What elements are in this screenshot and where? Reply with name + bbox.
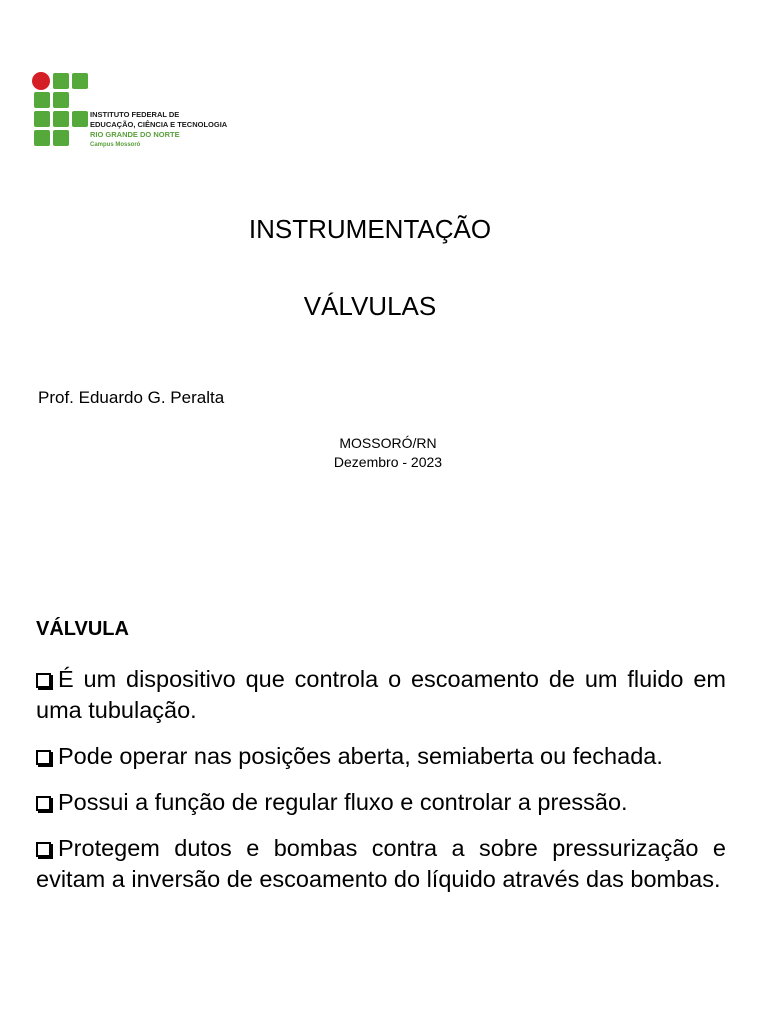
- checkbox-icon: [36, 842, 51, 857]
- course-title: INSTRUMENTAÇÃO: [248, 214, 492, 244]
- list-item-text: É um dispositivo que controla o escoamento de um fluido em uma tubulação.: [36, 666, 726, 723]
- list-item-text: Possui a função de regular fluxo e controlar a pressão.: [58, 789, 628, 815]
- institution-logo: [32, 72, 232, 152]
- list-item: [36, 787, 726, 818]
- logo-line-1: INSTITUTO FEDERAL DE: [90, 110, 180, 119]
- bullet-list: [36, 664, 726, 910]
- professor-name: Prof. Eduardo G. Peralta: [38, 388, 225, 407]
- list-item-text: Pode operar nas posições aberta, semiaberta ou fechada.: [58, 743, 663, 769]
- logo-square: [34, 92, 50, 108]
- logo-square: [34, 111, 50, 127]
- logo-square: [72, 73, 88, 89]
- list-item: [36, 833, 726, 895]
- list-item: [36, 741, 726, 772]
- date-label: Dezembro - 2023: [333, 454, 443, 470]
- checkbox-icon: [36, 750, 51, 765]
- logo-square: [53, 92, 69, 108]
- checkbox-icon: [36, 673, 51, 688]
- logo-red-dot: [32, 72, 50, 90]
- city-location: MOSSORÓ/RN: [339, 435, 437, 451]
- logo-square: [34, 130, 50, 146]
- logo-text: [90, 110, 227, 150]
- list-item-text: Protegem dutos e bombas contra a sobre pressurização e evitam a inversão de escoamento do líquido através das bombas.: [36, 835, 726, 892]
- topic-title: VÁLVULAS: [303, 291, 437, 321]
- logo-line-4: Campus Mossoró: [90, 142, 141, 148]
- section-heading: VÁLVULA: [36, 618, 129, 640]
- list-item: [36, 664, 726, 726]
- checkbox-icon: [36, 796, 51, 811]
- logo-line-3: RIO GRANDE DO NORTE: [90, 130, 180, 139]
- logo-square: [53, 130, 69, 146]
- logo-square: [53, 111, 69, 127]
- logo-square: [72, 111, 88, 127]
- logo-square: [53, 73, 69, 89]
- logo-line-2: EDUCAÇÃO, CIÊNCIA E TECNOLOGIA: [90, 120, 228, 129]
